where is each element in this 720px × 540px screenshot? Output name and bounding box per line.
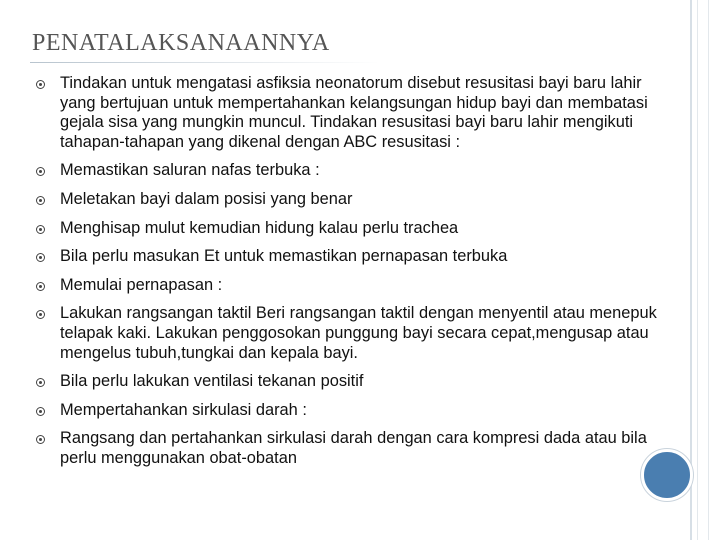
bullet-item: [36, 190, 676, 210]
circle-bullet-icon: [36, 167, 45, 176]
bullet-item: [36, 74, 676, 152]
bullet-item: [36, 304, 676, 363]
circle-bullet-icon: [36, 282, 45, 291]
bullet-item: [36, 401, 676, 421]
title-underline: [30, 62, 380, 63]
bullet-item: [36, 219, 676, 239]
bullet-item: [36, 276, 676, 296]
bullet-text: Meletakan bayi dalam posisi yang benar: [60, 189, 353, 208]
bullet-text: Lakukan rangsangan taktil Beri rangsangan taktil dengan menyentil atau menepuk telapak kaki. Lakukan penggosokan punggung bayi secara cepat,mengusap atau mengelus tubuh,tungkai dan kepala bayi.: [60, 304, 657, 362]
bullet-text: Rangsang dan pertahankan sirkulasi darah dengan cara kompresi dada atau bila perlu menggunakan obat-obatan: [60, 429, 647, 467]
circle-bullet-icon: [36, 378, 45, 387]
bullet-text: Bila perlu masukan Et untuk memastikan pernapasan terbuka: [60, 247, 508, 266]
slide-title: PENATALAKSANAANNYA: [32, 30, 330, 56]
bullet-item: [36, 247, 676, 267]
bullet-text: Memastikan saluran nafas terbuka :: [60, 161, 320, 180]
frame-border-line: [690, 0, 692, 540]
circle-bullet-icon: [36, 225, 45, 234]
bullet-item: [36, 372, 676, 392]
circle-bullet-icon: [36, 196, 45, 205]
circle-bullet-icon: [36, 407, 45, 416]
frame-border-line: [697, 0, 698, 540]
circle-bullet-icon: [36, 310, 45, 319]
bullet-text: Bila perlu lakukan ventilasi tekanan positif: [60, 372, 364, 391]
frame-border-line: [708, 0, 709, 540]
bullet-list: [36, 74, 676, 478]
circle-bullet-icon: [36, 80, 45, 89]
decorative-circle: [641, 449, 693, 501]
bullet-item: [36, 429, 676, 468]
bullet-text: Memulai pernapasan :: [60, 275, 223, 294]
bullet-text: Tindakan untuk mengatasi asfiksia neonatorum disebut resusitasi bayi baru lahir yang bertujuan untuk mempertahankan kelangsungan hidup bayi dan membatasi gejala sisa yang mungkin muncul. Tindakan resusitasi bayi baru lahir mengikuti tahapan-tahapan yang dikenal dengan ABC resusitasi :: [60, 74, 648, 151]
bullet-text: Mempertahankan sirkulasi darah :: [60, 400, 307, 419]
bullet-item: [36, 161, 676, 181]
circle-bullet-icon: [36, 435, 45, 444]
circle-bullet-icon: [36, 253, 45, 262]
bullet-text: Menghisap mulut kemudian hidung kalau perlu trachea: [60, 218, 459, 237]
